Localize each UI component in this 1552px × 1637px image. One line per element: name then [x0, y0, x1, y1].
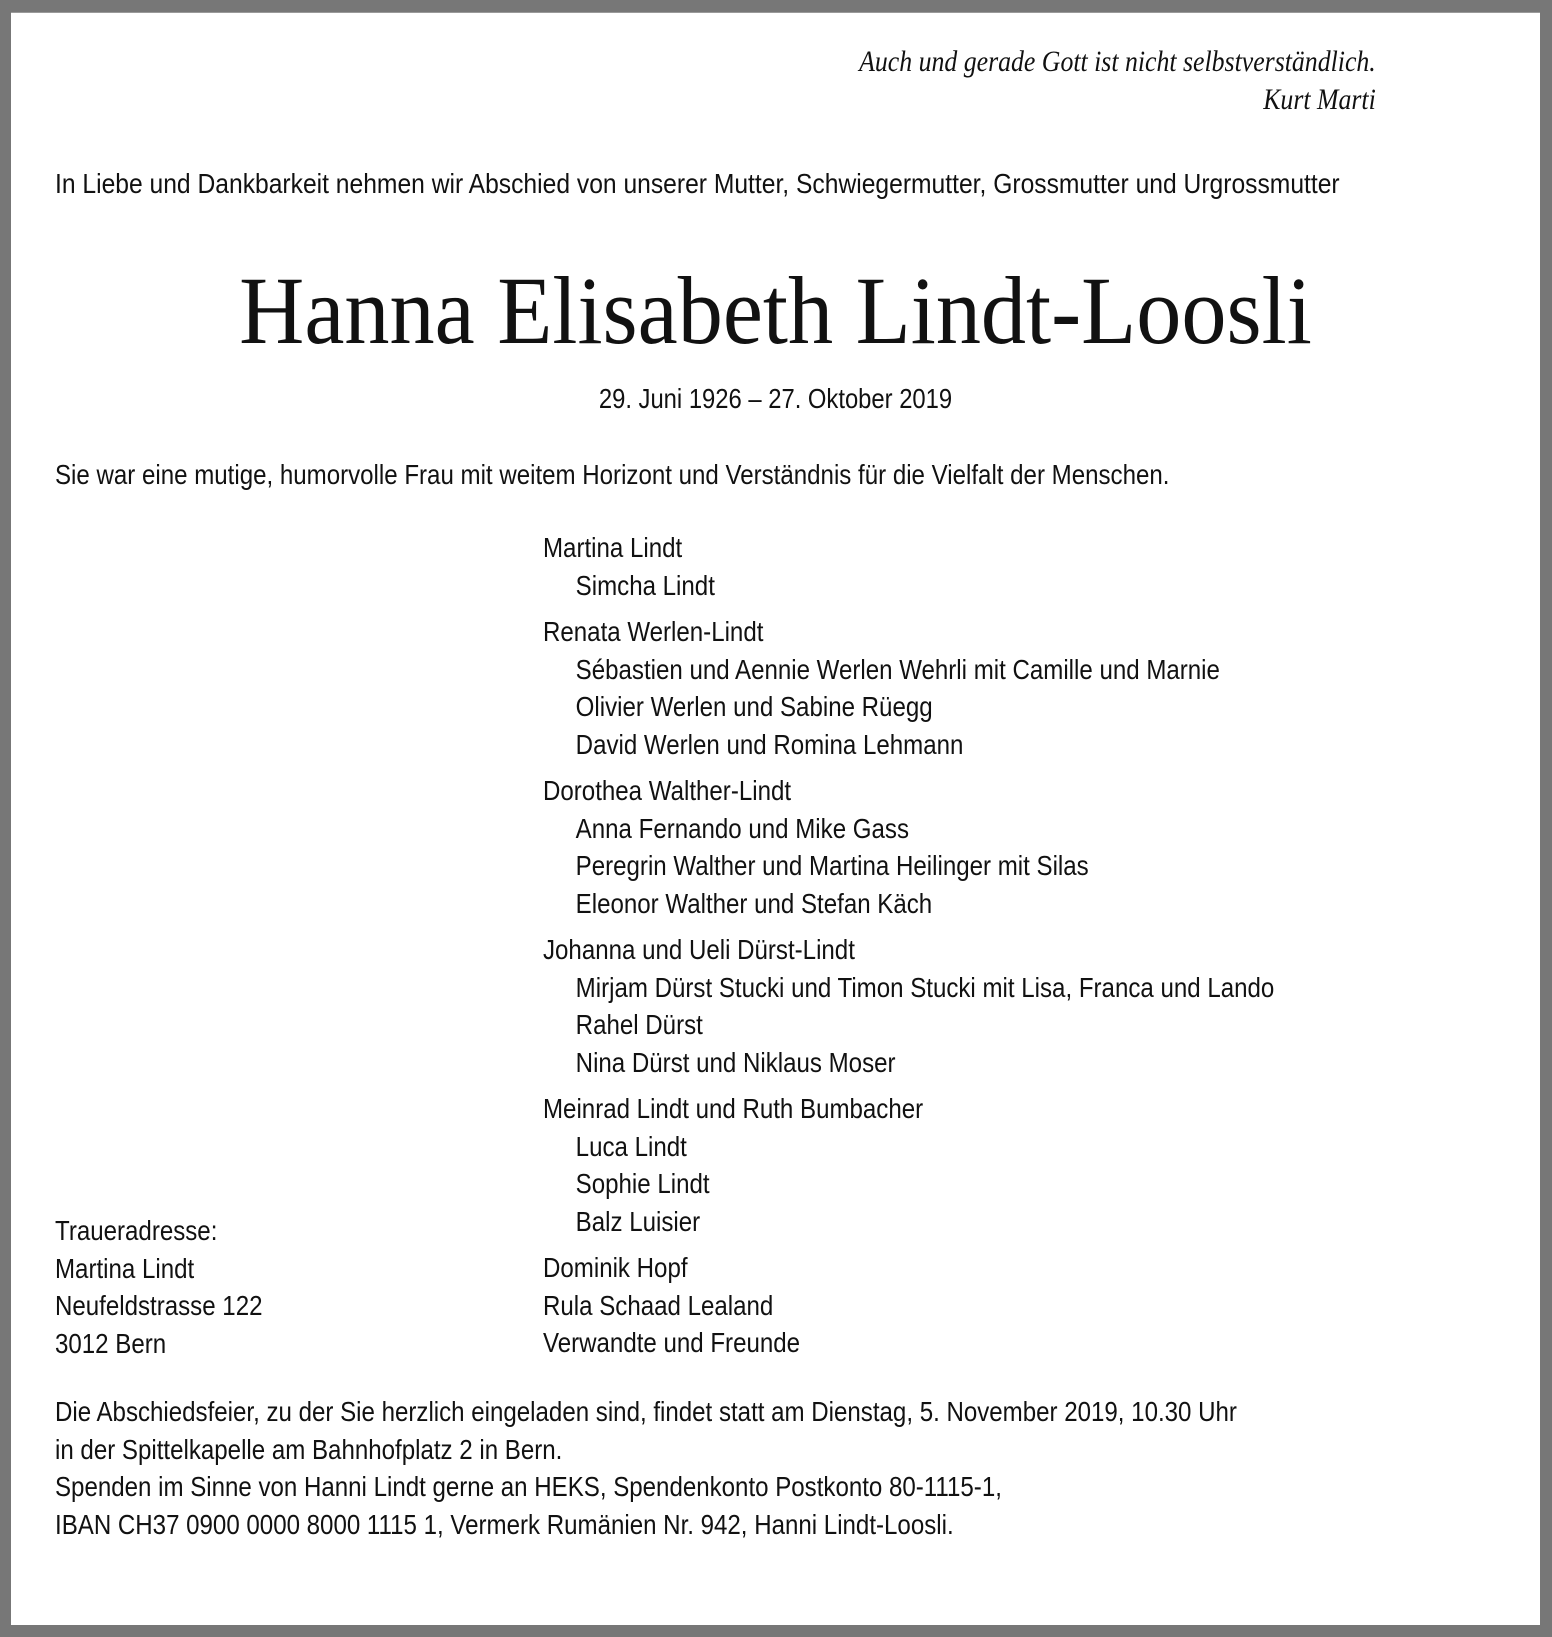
mourners-list	[543, 529, 1274, 1362]
motto	[859, 43, 1376, 119]
family-head: Martina Lindt	[543, 532, 683, 563]
other-mourner: Verwandte und Freunde	[543, 1327, 801, 1358]
intro-text: In Liebe und Dankbarkeit nehmen wir Abschied von unserer Mutter, Schwiegermutter, Grossmutter und Urgrossmutter	[55, 168, 1340, 199]
family-group	[543, 529, 1274, 604]
family-member: Mirjam Dürst Stucki und Timon Stucki mit Lisa, Franca und Lando	[575, 971, 1275, 1003]
family-member: Balz Luisier	[575, 1205, 701, 1237]
family-member: Anna Fernando und Mike Gass	[575, 812, 909, 844]
family-member: David Werlen und Romina Lehmann	[575, 728, 964, 760]
life-dates: 29. Juni 1926 – 27. Oktober 2019	[598, 383, 953, 414]
ceremony-line: Die Abschiedsfeier, zu der Sie herzlich eingeladen sind, findet statt am Dienstag, 5. November 2019, 10.30 Uhr	[55, 1396, 1237, 1427]
family-head: Meinrad Lindt und Ruth Bumbacher	[543, 1093, 924, 1124]
address-name: Martina Lindt	[55, 1252, 195, 1284]
family-group	[543, 1090, 1274, 1240]
family-member: Eleonor Walther und Stefan Käch	[575, 887, 933, 919]
other-mourner: Dominik Hopf	[543, 1252, 688, 1283]
family-member: Peregrin Walther und Martina Heilinger mit Silas	[575, 850, 1089, 881]
family-head: Dorothea Walther-Lindt	[543, 775, 792, 806]
family-member: Simcha Lindt	[575, 569, 715, 601]
family-member: Rahel Dürst	[575, 1009, 703, 1040]
other-mourner: Rula Schaad Lealand	[543, 1289, 774, 1321]
family-group	[543, 772, 1274, 922]
obituary-page	[11, 12, 1540, 1625]
family-member: Luca Lindt	[575, 1130, 687, 1162]
address-street: Neufeldstrasse 122	[55, 1290, 263, 1321]
donation-line: Spenden im Sinne von Hanni Lindt gerne an HEKS, Spendenkonto Postkonto 80-1115-1,	[55, 1471, 1002, 1502]
address-city: 3012 Bern	[55, 1327, 167, 1359]
family-member: Olivier Werlen und Sabine Rüegg	[575, 691, 933, 722]
ceremony-and-donations	[55, 1393, 1237, 1543]
deceased-name: Hanna Elisabeth Lindt-Loosli	[239, 257, 1312, 364]
ceremony-location-line: in der Spittelkapelle am Bahnhofplatz 2 in Bern.	[55, 1433, 563, 1465]
mourning-address	[55, 1212, 262, 1362]
family-head: Johanna und Ueli Dürst-Lindt	[543, 934, 855, 965]
iban-line: IBAN CH37 0900 0000 8000 1115 1, Vermerk Rumänien Nr. 942, Hanni Lindt-Loosli.	[55, 1508, 954, 1540]
family-member: Nina Dürst und Niklaus Moser	[575, 1046, 896, 1078]
motto-author: Kurt Marti	[1263, 83, 1376, 116]
other-mourners	[543, 1249, 1274, 1362]
family-member: Sébastien und Aennie Werlen Wehrli mit Camille und Marnie	[575, 653, 1220, 685]
address-label: Traueradresse:	[55, 1215, 218, 1246]
family-head: Renata Werlen-Lindt	[543, 616, 764, 647]
family-group	[543, 931, 1274, 1081]
motto-quote: Auch und gerade Gott ist nicht selbstverständlich.	[859, 45, 1376, 78]
family-member: Sophie Lindt	[575, 1168, 710, 1199]
tagline: Sie war eine mutige, humorvolle Frau mit weitem Horizont und Verständnis für die Vielfalt der Menschen.	[55, 459, 1170, 490]
family-group	[543, 613, 1274, 763]
